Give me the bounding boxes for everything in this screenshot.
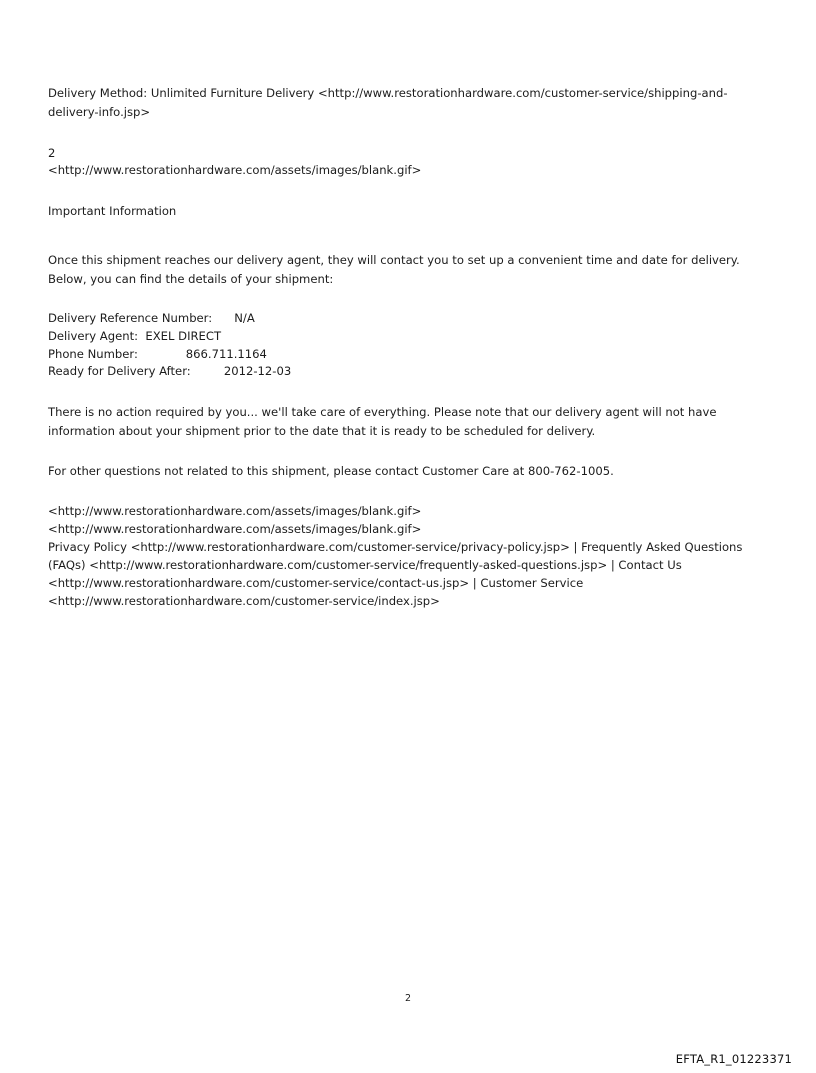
blank-gif-reference-1: <http://www.restorationhardware.com/assets/images/blank.gif> xyxy=(48,163,422,178)
important-information-heading: Important Information xyxy=(48,203,177,218)
phone-number-row: Phone Number: 866.711.1164 xyxy=(48,346,267,361)
delivery-details-list xyxy=(48,310,764,380)
delivery-reference-number-row: Delivery Reference Number: N/A xyxy=(48,311,255,326)
footer-links-text: Privacy Policy <http://www.restorationhardware.com/customer-service/privacy-policy.jsp> | Frequently Asked Questions (FAQs) <http://www.restorationhardware.com/customer-service/frequently-asked-questions.jsp> | Contact Us <http://www.restorationhardware.com/customer-service/contact-us.jsp> | Customer Service <http://www.restorationhardware.com/customer-service/index.jsp> xyxy=(48,540,743,608)
delivery-method-line: Delivery Method: Unlimited Furniture Delivery <http://www.restorationhardware.com/customer-service/shipping-and-delivery-info.jsp> xyxy=(48,86,728,119)
blank-gif-reference-3: <http://www.restorationhardware.com/assets/images/blank.gif> xyxy=(48,522,422,537)
blank-gif-reference-2: <http://www.restorationhardware.com/assets/images/blank.gif> xyxy=(48,504,422,519)
delivery-agent-row: Delivery Agent: EXEL DIRECT xyxy=(48,328,222,343)
document-body xyxy=(48,84,764,611)
ready-for-delivery-after-row: Ready for Delivery After: 2012-12-03 xyxy=(48,364,292,379)
footer-links-section xyxy=(48,503,764,611)
document-id-stamp: EFTA_R1_01223371 xyxy=(675,1052,792,1066)
item-count: 2 xyxy=(48,145,56,160)
page-number: 2 xyxy=(404,993,412,1004)
no-action-paragraph: There is no action required by you... we'll take care of everything. Please note that our delivery agent will not have information about your shipment prior to the date that it is ready to be scheduled for delivery. xyxy=(48,404,717,438)
intro-paragraph: Once this shipment reaches our delivery agent, they will contact you to set up a convenient time and date for delivery. Below, you can find the details of your shipment: xyxy=(48,252,740,286)
customer-care-paragraph: For other questions not related to this shipment, please contact Customer Care at 800-762-1005. xyxy=(48,464,614,479)
